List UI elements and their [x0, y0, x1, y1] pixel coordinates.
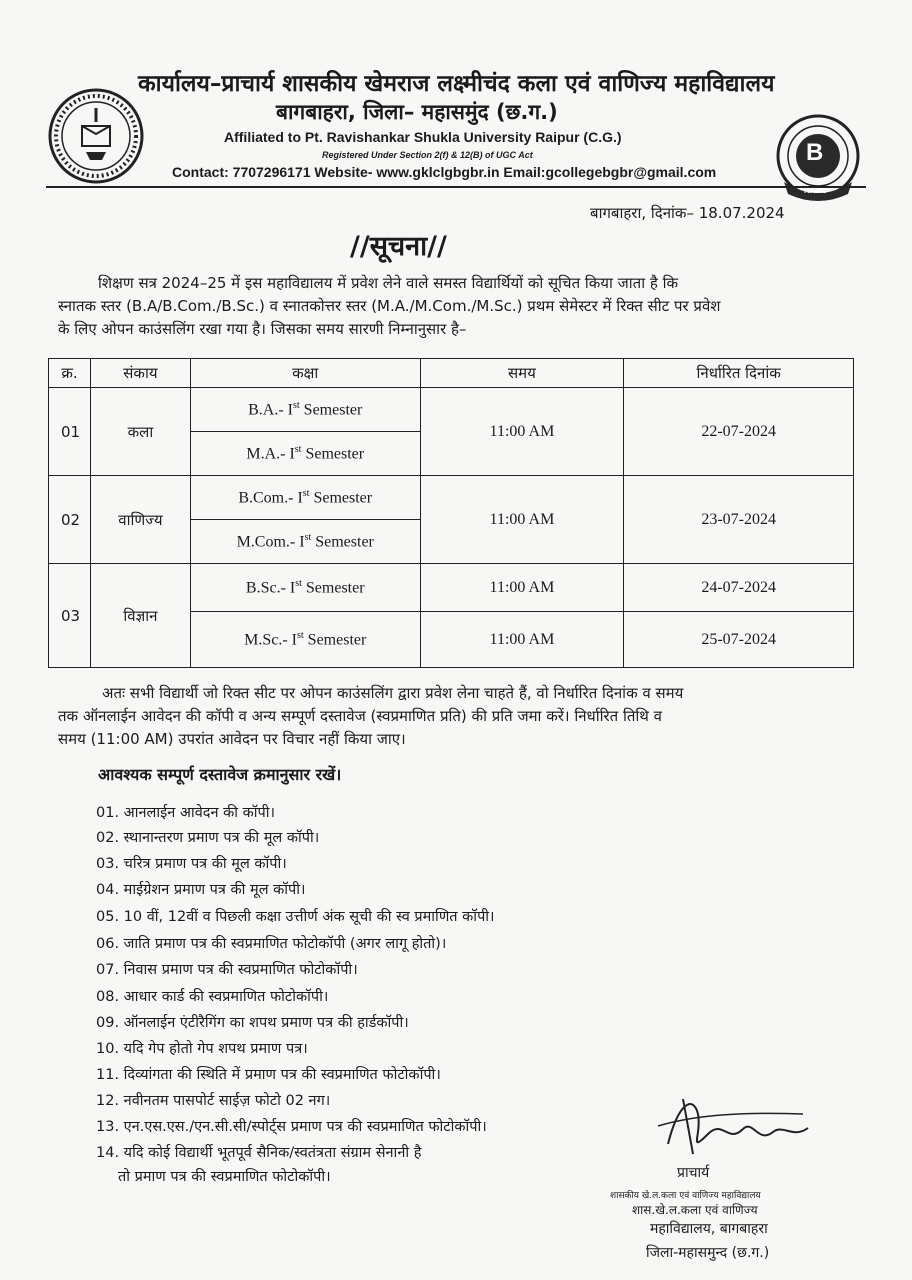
principal-title: प्राचार्य — [677, 1165, 710, 1181]
affiliation: Affiliated to Pt. Ravishankar Shukla University Raipur (C.G.) — [224, 129, 622, 145]
document-item: 06. जाति प्रमाण पत्र की स्वप्रमाणित फोटोकॉपी (अगर लागू होतो)। — [96, 936, 447, 952]
row-course: B.A.- Ist Semester — [190, 388, 420, 432]
seal-line: शास.खे.ल.कला एवं वाणिज्य — [632, 1203, 758, 1217]
row-date: 22-07-2024 — [624, 388, 854, 476]
row-sno: 02 — [49, 476, 91, 564]
document-item: 11. दिव्यांगता की स्थिति में प्रमाण पत्र की स्वप्रमाणित फोटोकॉपी। — [96, 1067, 441, 1083]
naac-grade: B — [806, 139, 824, 166]
schedule-table — [48, 358, 854, 668]
outro-line: तक ऑनलाईन आवेदन की कॉपी व अन्य सम्पूर्ण दस्तावेज (स्वप्रमाणित प्रति) की प्रति जमा करें। निर्धारित तिथि व — [58, 707, 662, 725]
principal-signature — [598, 1084, 828, 1170]
document-item: 13. एन.एस.एस./एन.सी.सी/स्पोर्ट्स प्रमाण पत्र की स्वप्रमाणित फोटोकॉपी। — [96, 1119, 487, 1135]
document-item: 05. 10 वीं, 12वीं व पिछली कक्षा उत्तीर्ण अंक सूची की स्व प्रमाणित कॉपी। — [96, 909, 495, 925]
row-course: M.Sc.- Ist Semester — [190, 612, 420, 668]
naac-logo — [770, 112, 866, 204]
outro-line: अतः सभी विद्यार्थी जो रिक्त सीट पर ओपन काउंसलिंग द्वारा प्रवेश लेना चाहते हैं, वो निर्धारित दिनांक व समय — [102, 684, 684, 702]
document-item: 07. निवास प्रमाण पत्र की स्वप्रमाणित फोटोकॉपी। — [96, 962, 358, 978]
row-faculty: वाणिज्य — [90, 476, 190, 564]
table-row — [49, 564, 854, 612]
college-location: बागबाहरा, जिला– महासमुंद (छ.ग.) — [276, 100, 558, 124]
document-item: 12. नवीनतम पासपोर्ट साईज़ फोटो 02 नग। — [96, 1093, 331, 1109]
row-sno: 03 — [49, 564, 91, 668]
intro-paragraph — [58, 272, 858, 341]
row-time: 11:00 AM — [420, 564, 624, 612]
row-faculty: कला — [90, 388, 190, 476]
document-item: 01. आनलाईन आवेदन की कॉपी। — [96, 805, 276, 821]
header-divider — [46, 186, 866, 188]
contact-line: Contact: 7707296171 Website- www.gklclgbgbr.in Email:gcollegebgbr@gmail.com — [172, 164, 717, 180]
naac-label: NAAC — [804, 186, 828, 195]
seal-line: शासकीय खे.ल.कला एवं वाणिज्य महाविद्यालय — [610, 1191, 761, 1201]
document-item: 04. माईग्रेशन प्रमाण पत्र की मूल कॉपी। — [96, 882, 306, 898]
outro-line: समय (11:00 AM) उपरांत आवेदन पर विचार नहीं किया जाए। — [58, 730, 406, 748]
document-item: तो प्रमाण पत्र की स्वप्रमाणित फोटोकॉपी। — [118, 1169, 331, 1185]
row-course: M.A.- Ist Semester — [190, 432, 420, 476]
document-item: 02. स्थानान्तरण प्रमाण पत्र की मूल कॉपी। — [96, 830, 320, 846]
row-course: B.Com.- Ist Semester — [190, 476, 420, 520]
notice-date: बागबाहरा, दिनांक– 18.07.2024 — [590, 204, 785, 222]
row-date: 24-07-2024 — [624, 564, 854, 612]
row-date: 25-07-2024 — [624, 612, 854, 668]
header-class: कक्षा — [190, 359, 420, 388]
row-time: 11:00 AM — [420, 388, 624, 476]
intro-line: के लिए ओपन काउंसलिंग रखा गया है। जिसका समय सारणी निम्नानुसार है– — [58, 320, 467, 338]
table-row — [49, 476, 854, 520]
row-course: B.Sc.- Ist Semester — [190, 564, 420, 612]
document-item: 08. आधार कार्ड की स्वप्रमाणित फोटोकॉपी। — [96, 989, 329, 1005]
outro-paragraph — [58, 682, 858, 751]
registration: Registered Under Section 2(f) & 12(B) of UGC Act — [322, 150, 533, 160]
college-name: कार्यालय–प्राचार्य शासकीय खेमराज लक्ष्मीचंद कला एवं वाणिज्य महाविद्यालय — [138, 71, 775, 97]
document-item: 03. चरित्र प्रमाण पत्र की मूल कॉपी। — [96, 856, 287, 872]
row-time: 11:00 AM — [420, 476, 624, 564]
row-course: M.Com.- Ist Semester — [190, 520, 420, 564]
row-faculty: विज्ञान — [90, 564, 190, 668]
seal-line: जिला-महासमुन्द (छ.ग.) — [646, 1245, 770, 1261]
header-sno: क्र. — [49, 359, 91, 388]
header-faculty: संकाय — [90, 359, 190, 388]
header-time: समय — [420, 359, 624, 388]
table-row — [49, 388, 854, 432]
intro-line: स्नातक स्तर (B.A/B.Com./B.Sc.) व स्नातकोत्तर स्तर (M.A./M.Com./M.Sc.) प्रथम सेमेस्टर में रिक्त सीट पर प्रवेश — [58, 297, 721, 315]
document-item: 10. यदि गेप होतो गेप शपथ प्रमाण पत्र। — [96, 1041, 308, 1057]
notice-title: //सूचना// — [350, 231, 447, 262]
table-header-row — [49, 359, 854, 388]
document-item: 09. ऑनलाईन एंटीरैगिंग का शपथ प्रमाण पत्र की हार्डकॉपी। — [96, 1015, 409, 1031]
row-time: 11:00 AM — [420, 612, 624, 668]
header-date: निर्धारित दिनांक — [624, 359, 854, 388]
college-logo — [46, 86, 146, 186]
document-item: 14. यदि कोई विद्यार्थी भूतपूर्व सैनिक/स्वतंत्रता संग्राम सेनानी है — [96, 1145, 422, 1161]
row-date: 23-07-2024 — [624, 476, 854, 564]
seal-line: महाविद्यालय, बागबाहरा — [650, 1221, 768, 1237]
documents-heading: आवश्यक सम्पूर्ण दस्तावेज क्रमानुसार रखें। — [98, 765, 342, 784]
intro-line: शिक्षण सत्र 2024–25 में इस महाविद्यालय में प्रवेश लेने वाले समस्त विद्यार्थियों को सूचित किया जाता है कि — [98, 274, 679, 292]
row-sno: 01 — [49, 388, 91, 476]
